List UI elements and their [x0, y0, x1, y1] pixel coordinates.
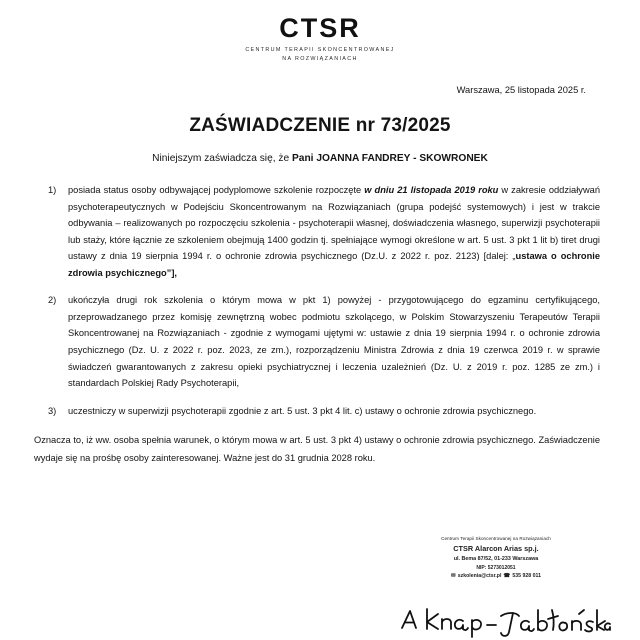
- clause-body: [68, 182, 600, 281]
- clause-emphasis-act: ustawa o ochronie zdrowia psychicznego: [68, 251, 601, 278]
- closing-paragraph: Oznacza to, iż ww. osoba spełnia warunek, o którym mowa w art. 5 ust. 3 pkt 4) ustawy o ochronie zdrowia psychicznego. Zaświadczenie wydaje się na prośbę osoby zainteresowanej. Ważne jest do 31 grudnia 2028 roku.: [34, 435, 600, 464]
- signature-stroke: [397, 600, 612, 640]
- clause-number: 3): [48, 405, 57, 416]
- letterhead: [32, 14, 608, 63]
- company-logo: CTSR: [279, 13, 361, 43]
- clause-item: [42, 292, 600, 391]
- stamp-company-description: Centrum Terapii Skoncentrowanej na Rozwiązaniach: [441, 536, 551, 541]
- clause-item: [42, 403, 600, 420]
- phone-icon: ☎: [503, 572, 511, 579]
- stamp-contact-line: [410, 573, 582, 581]
- company-tagline: [32, 46, 608, 63]
- stamp-tax-id: NIP: 5273012051: [476, 564, 516, 571]
- stamp-company-name: CTSR Alarcon Arias sp.j.: [453, 543, 539, 553]
- handwritten-signature: [397, 600, 612, 640]
- document-subtitle: [32, 153, 608, 164]
- envelope-icon: ✉: [451, 572, 456, 579]
- clause-number: 2): [48, 295, 57, 306]
- clause-list: [32, 182, 608, 419]
- place-and-date: Warszawa, 25 listopada 2025 r.: [456, 85, 586, 96]
- subject-name: Pani JOANNA FANDREY - SKOWRONEK: [291, 153, 488, 165]
- stamp-address: ul. Bema 87/52, 01-233 Warszawa: [453, 555, 539, 562]
- clause-emphasis-date: w dniu 21 listopada 2019 roku: [364, 185, 499, 196]
- stamp-phone: 535 928 011: [512, 572, 541, 579]
- clause-body: uczestniczy w superwizji psychoterapii zgodnie z art. 5 ust. 3 pkt 4 lit. c) ustawy o ochronie zdrowia psychicznego.: [68, 405, 537, 416]
- company-tagline-line2: NA ROZWIĄZANIACH: [282, 55, 358, 62]
- subtitle-prefix: Niniejszym zaświadcza się, że: [152, 153, 292, 165]
- stamp-email: szkolenia@ctsr.pl: [457, 572, 502, 579]
- clause-text-part1: posiada status osoby odbywającej podyplomowe szkolenie rozpoczęte: [68, 185, 365, 196]
- clause-number: 1): [48, 185, 57, 196]
- clause-item: [42, 182, 600, 281]
- company-stamp: [410, 536, 582, 581]
- clause-text-part2: w zakresie oddziaływań psychoterapeutycznych w Podejściu Skoncentrowanym na Rozwiązaniach (grupa podejść systemowych) i jest w trakcie odbywania – realizowanych po rozpoczęciu szkolenia - psychoterapii własnej, doświadczenia własnego, superwizji psychoterapii lub staży, które łącznie ze szkoleniem obejmują 1400 godzin tj. spełniające wymogi określone w art. 5 ust. 3 pkt 1 lit b) tiret drugi ustawy z dnia 19 sierpnia 1994 r. o ochronie zdrowia psychicznego (Dz.U. z 2022 r. poz. 2123) [dalej: „: [68, 185, 600, 262]
- document-title: ZAŚWIADCZENIE nr 73/2025: [189, 115, 451, 137]
- company-tagline-line1: CENTRUM TERAPII SKONCENTROWANEJ: [245, 47, 395, 54]
- clause-text-part3: ”],: [166, 267, 177, 278]
- clause-body: ukończyła drugi rok szkolenia o którym mowa w pkt 1) powyżej - przygotowującego do egzaminu certyfikującego, przeprowadzanego przez komisję zewnętrzną wobec podmiotu szkolącego, w Polskim Stowarzyszeniu Terapeutów Terapii Skoncentrowanej na Rozwiązaniach - zgodnie z wymogami ujętymi w: ustawie z dnia 19 sierpnia 1994 r. o ochronie zdrowia psychicznego (Dz. U. z 2022 r. poz. 2023, ze zm.), rozporządzeniu Ministra Zdrowia z dnia 19 czerwca 2019 r. w sprawie świadczeń gwarantowanych z zakresu opieki psychiatrycznej i leczenia uzależnień (Dz. U. z 2019 r. poz. 1285 ze zm.) i standardach Polskiej Rady Psychoterapii,: [68, 295, 600, 389]
